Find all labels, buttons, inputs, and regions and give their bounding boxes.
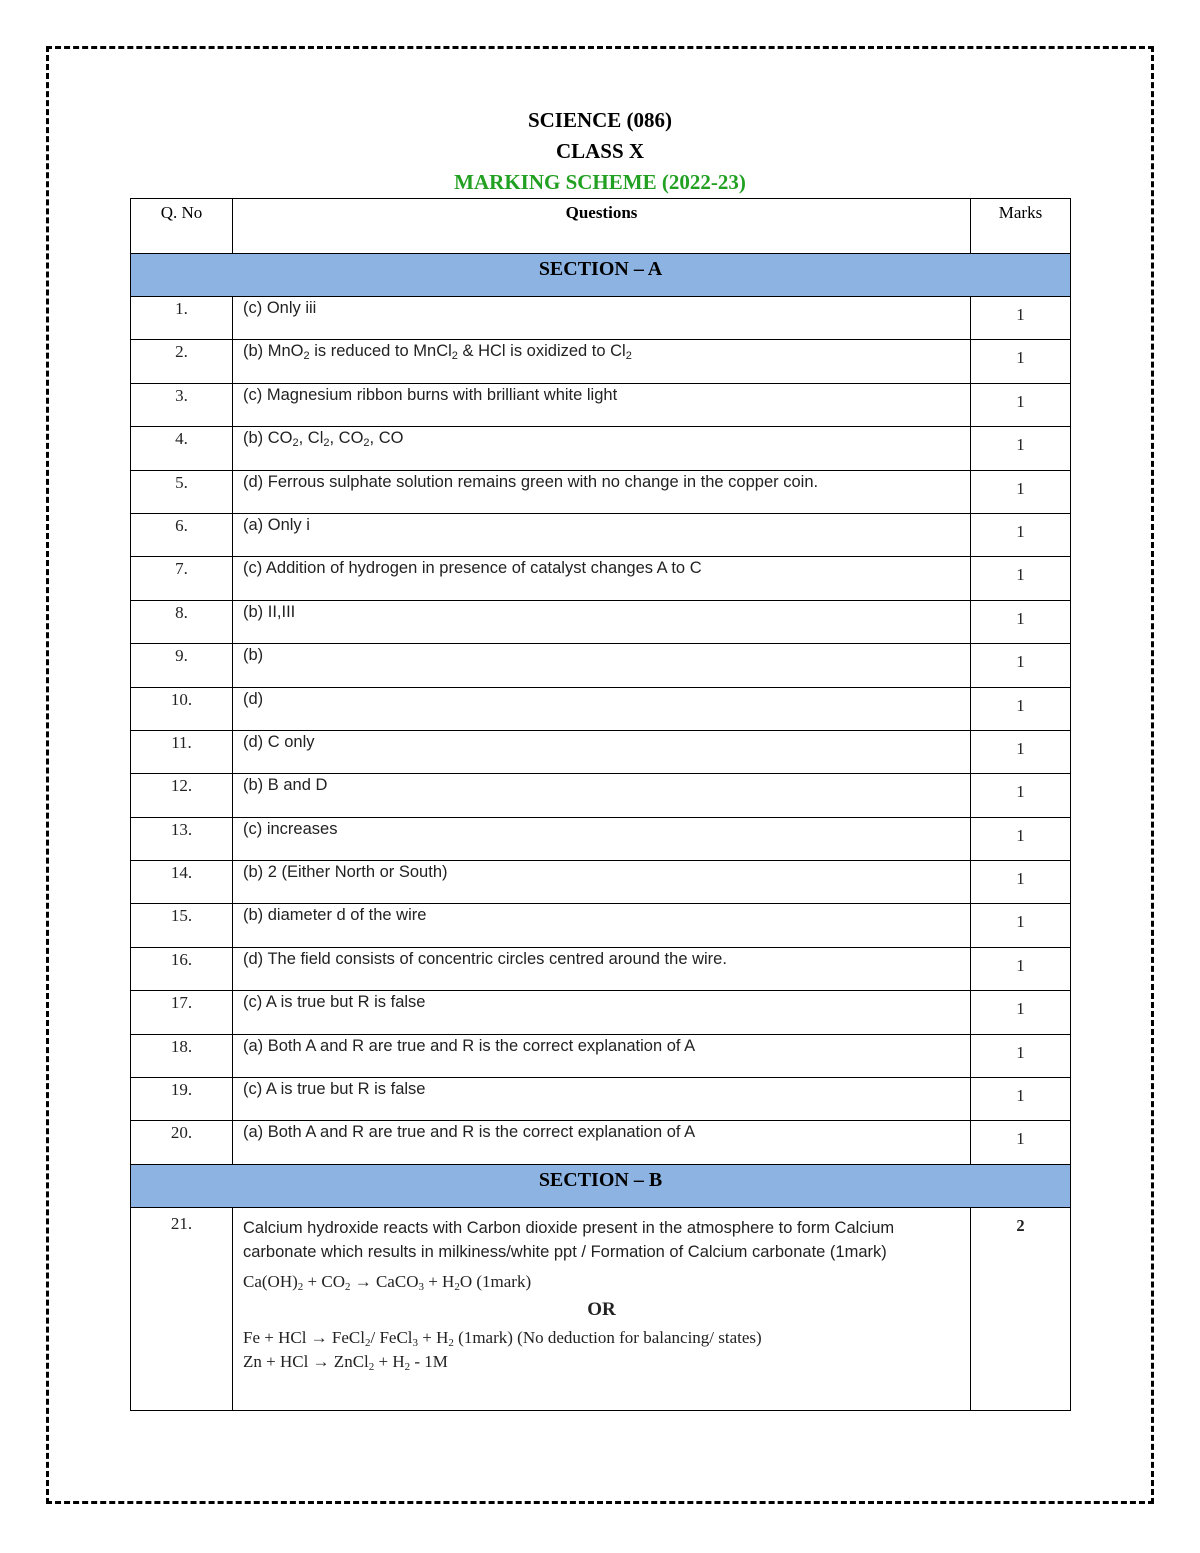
table-row [131, 1121, 1071, 1164]
question-number: 10. [131, 687, 233, 730]
question-number: 3. [131, 383, 233, 426]
marks-cell: 1 [971, 644, 1071, 687]
question-number: 20. [131, 1121, 233, 1164]
table-row [131, 1034, 1071, 1077]
table-row [131, 427, 1071, 470]
question-number: 13. [131, 817, 233, 860]
column-header-questions: Questions [233, 199, 971, 254]
answer-cell: (b) 2 (Either North or South) [233, 861, 971, 904]
marks-cell: 1 [971, 513, 1071, 556]
marks-cell: 1 [971, 340, 1071, 383]
or-label: OR [587, 1298, 616, 1320]
answer-cell: (b) MnO$_2$ is reduced to MnCl$_2$ & HCl is oxidized to $Cl_2$ [233, 340, 971, 383]
question-number: 15. [131, 904, 233, 947]
equation-3: Zn + HCl → ZnCl$_2$ + $H_2 - 1M$ [243, 1351, 448, 1373]
question-number: 4. [131, 427, 233, 470]
marks-cell: 1 [971, 774, 1071, 817]
marks-cell: 1 [971, 383, 1071, 426]
subscript: 2 [368, 1360, 375, 1373]
answer-cell: (b) diameter d of the wire [233, 904, 971, 947]
equation-1: $Ca(OH)_2 + CO_2$ → CaCO$_3$ + $H_2O$ (1mark) [243, 1271, 532, 1293]
subscript: 2 [404, 1360, 411, 1373]
marks-cell: 1 [971, 817, 1071, 860]
question-number: 17. [131, 991, 233, 1034]
question-number: 16. [131, 947, 233, 990]
column-header-marks: Marks [971, 199, 1071, 254]
question-number: 7. [131, 557, 233, 600]
section-b-label: SECTION – B [131, 1164, 1071, 1207]
subscript: 2 [448, 1336, 454, 1349]
subscript: 2 [451, 350, 458, 363]
answer-cell [233, 1207, 971, 1410]
marks-cell: 1 [971, 427, 1071, 470]
marks-cell: 1 [971, 1078, 1071, 1121]
marks-cell: 1 [971, 904, 1071, 947]
table-row [131, 1078, 1071, 1121]
marking-scheme-table [130, 198, 1071, 1411]
table-row-21 [131, 1207, 1071, 1410]
table-row [131, 730, 1071, 773]
question-number: 11. [131, 730, 233, 773]
table-row [131, 340, 1071, 383]
marks-cell: 1 [971, 687, 1071, 730]
answer-cell: (a) Both A and R are true and R is the correct explanation of A [233, 1034, 971, 1077]
marks-cell: 1 [971, 1121, 1071, 1164]
subscript: 2 [323, 437, 330, 450]
subscript: 3 [412, 1336, 419, 1349]
table-row [131, 600, 1071, 643]
answer-cell: (c) Only iii [233, 297, 971, 340]
marks-cell: 1 [971, 557, 1071, 600]
section-b-row [131, 1164, 1071, 1207]
table-row [131, 861, 1071, 904]
question-number: 1. [131, 297, 233, 340]
question-number: 18. [131, 1034, 233, 1077]
section-a-label: SECTION – A [131, 254, 1071, 297]
table-row [131, 513, 1071, 556]
answer-cell: (c) increases [233, 817, 971, 860]
subject-heading: SCIENCE (086) [527, 108, 673, 132]
answer-cell: (c) Magnesium ribbon burns with brilliant white light [233, 383, 971, 426]
answer-cell: (d) The field consists of concentric circles centred around the wire. [233, 947, 971, 990]
marks-cell: 1 [971, 600, 1071, 643]
equation-2: Fe + HCl → FeCl$_2$/ FeCl$_3$ + $H_2$ (1mark) (No deduction for balancing/ states) [243, 1327, 762, 1349]
question-number: 5. [131, 470, 233, 513]
marks-cell: 1 [971, 991, 1071, 1034]
table-row [131, 904, 1071, 947]
answer-cell: (d) Ferrous sulphate solution remains green with no change in the copper coin. [233, 470, 971, 513]
marks-cell: 2 [971, 1207, 1071, 1410]
subscript: 2 [297, 1280, 304, 1293]
answer-cell: (b) B and D [233, 774, 971, 817]
table-row [131, 817, 1071, 860]
answer-cell: (c) Addition of hydrogen in presence of catalyst changes A to C [233, 557, 971, 600]
answer-cell: (c) A is true but R is false [233, 1078, 971, 1121]
answer-cell: (c) A is true but R is false [233, 991, 971, 1034]
table-header-row [131, 199, 1071, 254]
table-row [131, 774, 1071, 817]
subscript: 2 [454, 1280, 460, 1293]
subscript: 2 [625, 350, 632, 363]
table-row [131, 947, 1071, 990]
answer-cell: (b) $CO_2$, $Cl_2$, $CO_2$, CO [233, 427, 971, 470]
subscript: 2 [344, 1280, 351, 1293]
table-row [131, 383, 1071, 426]
answer-cell: (d) [233, 687, 971, 730]
table-row [131, 991, 1071, 1034]
answer-cell: (a) Only i [233, 513, 971, 556]
column-header-qno: Q. No [131, 199, 233, 254]
subscript: 3 [418, 1280, 424, 1293]
table-row [131, 687, 1071, 730]
table-row [131, 644, 1071, 687]
section-a-row [131, 254, 1071, 297]
marks-cell: 1 [971, 297, 1071, 340]
class-heading: CLASS X [555, 139, 645, 163]
table-row [131, 297, 1071, 340]
answer-cell: (a) Both A and R are true and R is the correct explanation of A [233, 1121, 971, 1164]
answer-cell: (b) [233, 644, 971, 687]
marks-cell: 1 [971, 470, 1071, 513]
table-row [131, 470, 1071, 513]
table-row [131, 557, 1071, 600]
subscript: 2 [292, 437, 299, 450]
question-number: 21. [131, 1207, 233, 1410]
question-number: 9. [131, 644, 233, 687]
marks-cell: 1 [971, 730, 1071, 773]
marks-cell: 1 [971, 1034, 1071, 1077]
subscript: 2 [303, 350, 310, 363]
marks-cell: 1 [971, 947, 1071, 990]
answer-cell: (b) II,III [233, 600, 971, 643]
question-number: 6. [131, 513, 233, 556]
question-number: 19. [131, 1078, 233, 1121]
question-number: 8. [131, 600, 233, 643]
question-number: 2. [131, 340, 233, 383]
answer-explanation: Calcium hydroxide reacts with Carbon dioxide present in the atmosphere to form Calcium carbonate which results in milkiness/white ppt / Formation of Calcium carbonate (1mark) [243, 1218, 895, 1261]
question-number: 14. [131, 861, 233, 904]
question-number: 12. [131, 774, 233, 817]
document-title: MARKING SCHEME (2022-23) [454, 170, 746, 194]
subscript: 2 [365, 1336, 371, 1349]
answer-cell: (d) C only [233, 730, 971, 773]
subscript: 2 [363, 437, 370, 450]
marks-cell: 1 [971, 861, 1071, 904]
